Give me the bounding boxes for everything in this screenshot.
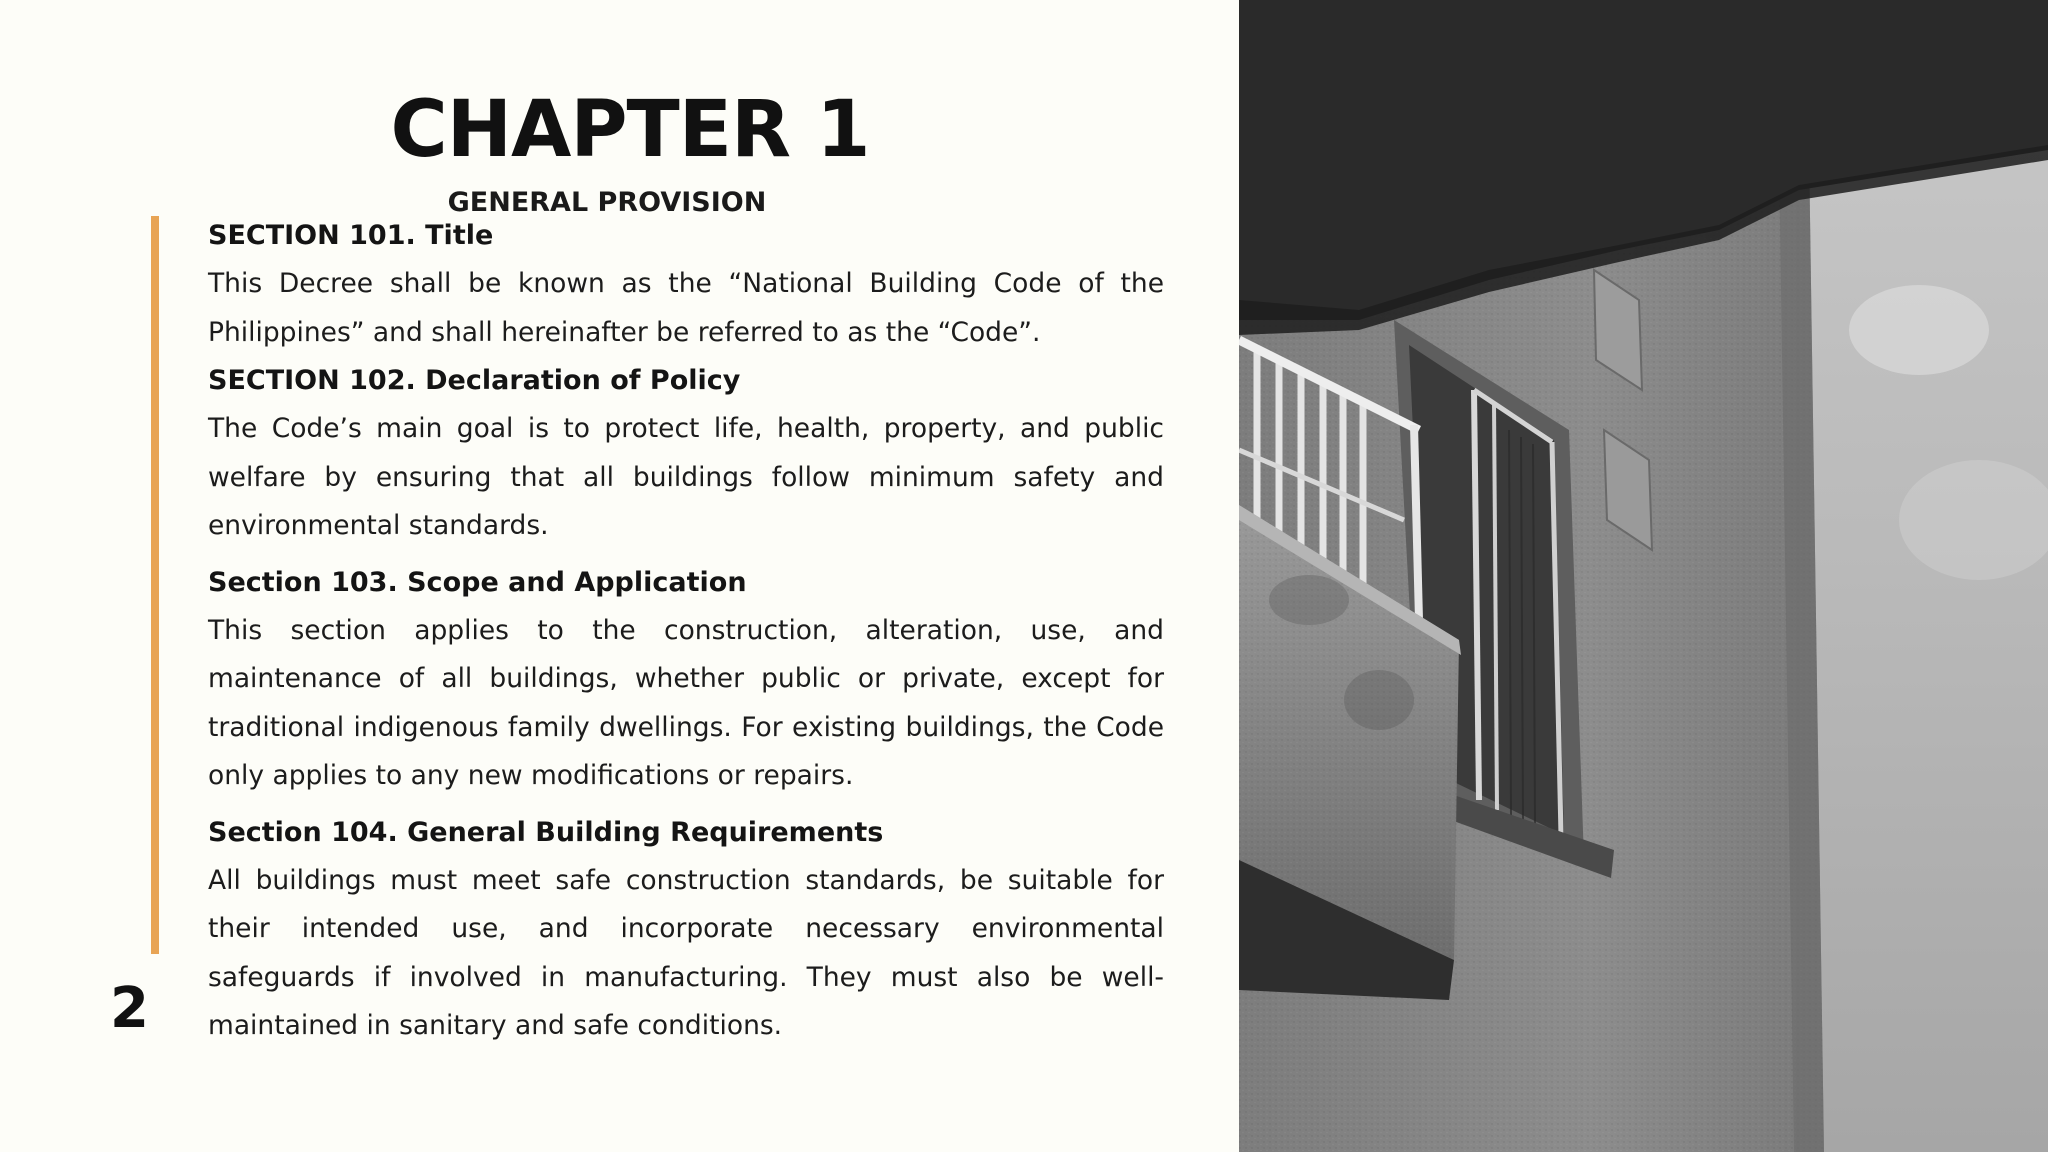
- section-102: [208, 361, 1164, 551]
- section-body: All buildings must meet safe construction standards, be suitable for their intended use, and incorporate necessary environmental safeguards if involved in manufacturing. They must also be well-maintained in sanitary and safe conditions.: [208, 864, 1164, 1041]
- section-heading: Section 103. Scope and Application: [208, 566, 747, 598]
- section-104: [208, 813, 1164, 1051]
- section-heading: SECTION 102. Declaration of Policy: [208, 365, 741, 396]
- chapter-title: CHAPTER 1: [390, 85, 870, 175]
- sections-content: [208, 216, 1164, 1051]
- section-heading: [208, 216, 1164, 256]
- section-body: The Code’s main goal is to protect life, health, property, and public welfare by ensuring that all buildings follow minimum safety and environmental standards.: [208, 413, 1164, 541]
- chapter-subtitle: GENERAL PROVISION: [447, 187, 767, 218]
- section-heading-number: SECTION 101: [208, 220, 406, 251]
- section-101: [208, 216, 1164, 357]
- accent-bar: [151, 216, 159, 954]
- section-103: [208, 563, 1164, 801]
- section-body: This Decree shall be known as the “National Building Code of the Philippines” and shall hereinafter be referred to as the “Code”.: [208, 268, 1164, 348]
- building-photo: [1239, 0, 2048, 1152]
- section-body: This section applies to the construction, alteration, use, and maintenance of all buildings, whether public or private, except for traditional indigenous family dwellings. For existing buildings, the Code only applies to any new modifications or repairs.: [208, 614, 1164, 791]
- page-number: 2: [110, 976, 149, 1041]
- building-photo-illustration: [1239, 0, 2048, 1152]
- section-heading-title: . Title: [405, 220, 494, 251]
- section-heading: Section 104. General Building Requirements: [208, 816, 884, 848]
